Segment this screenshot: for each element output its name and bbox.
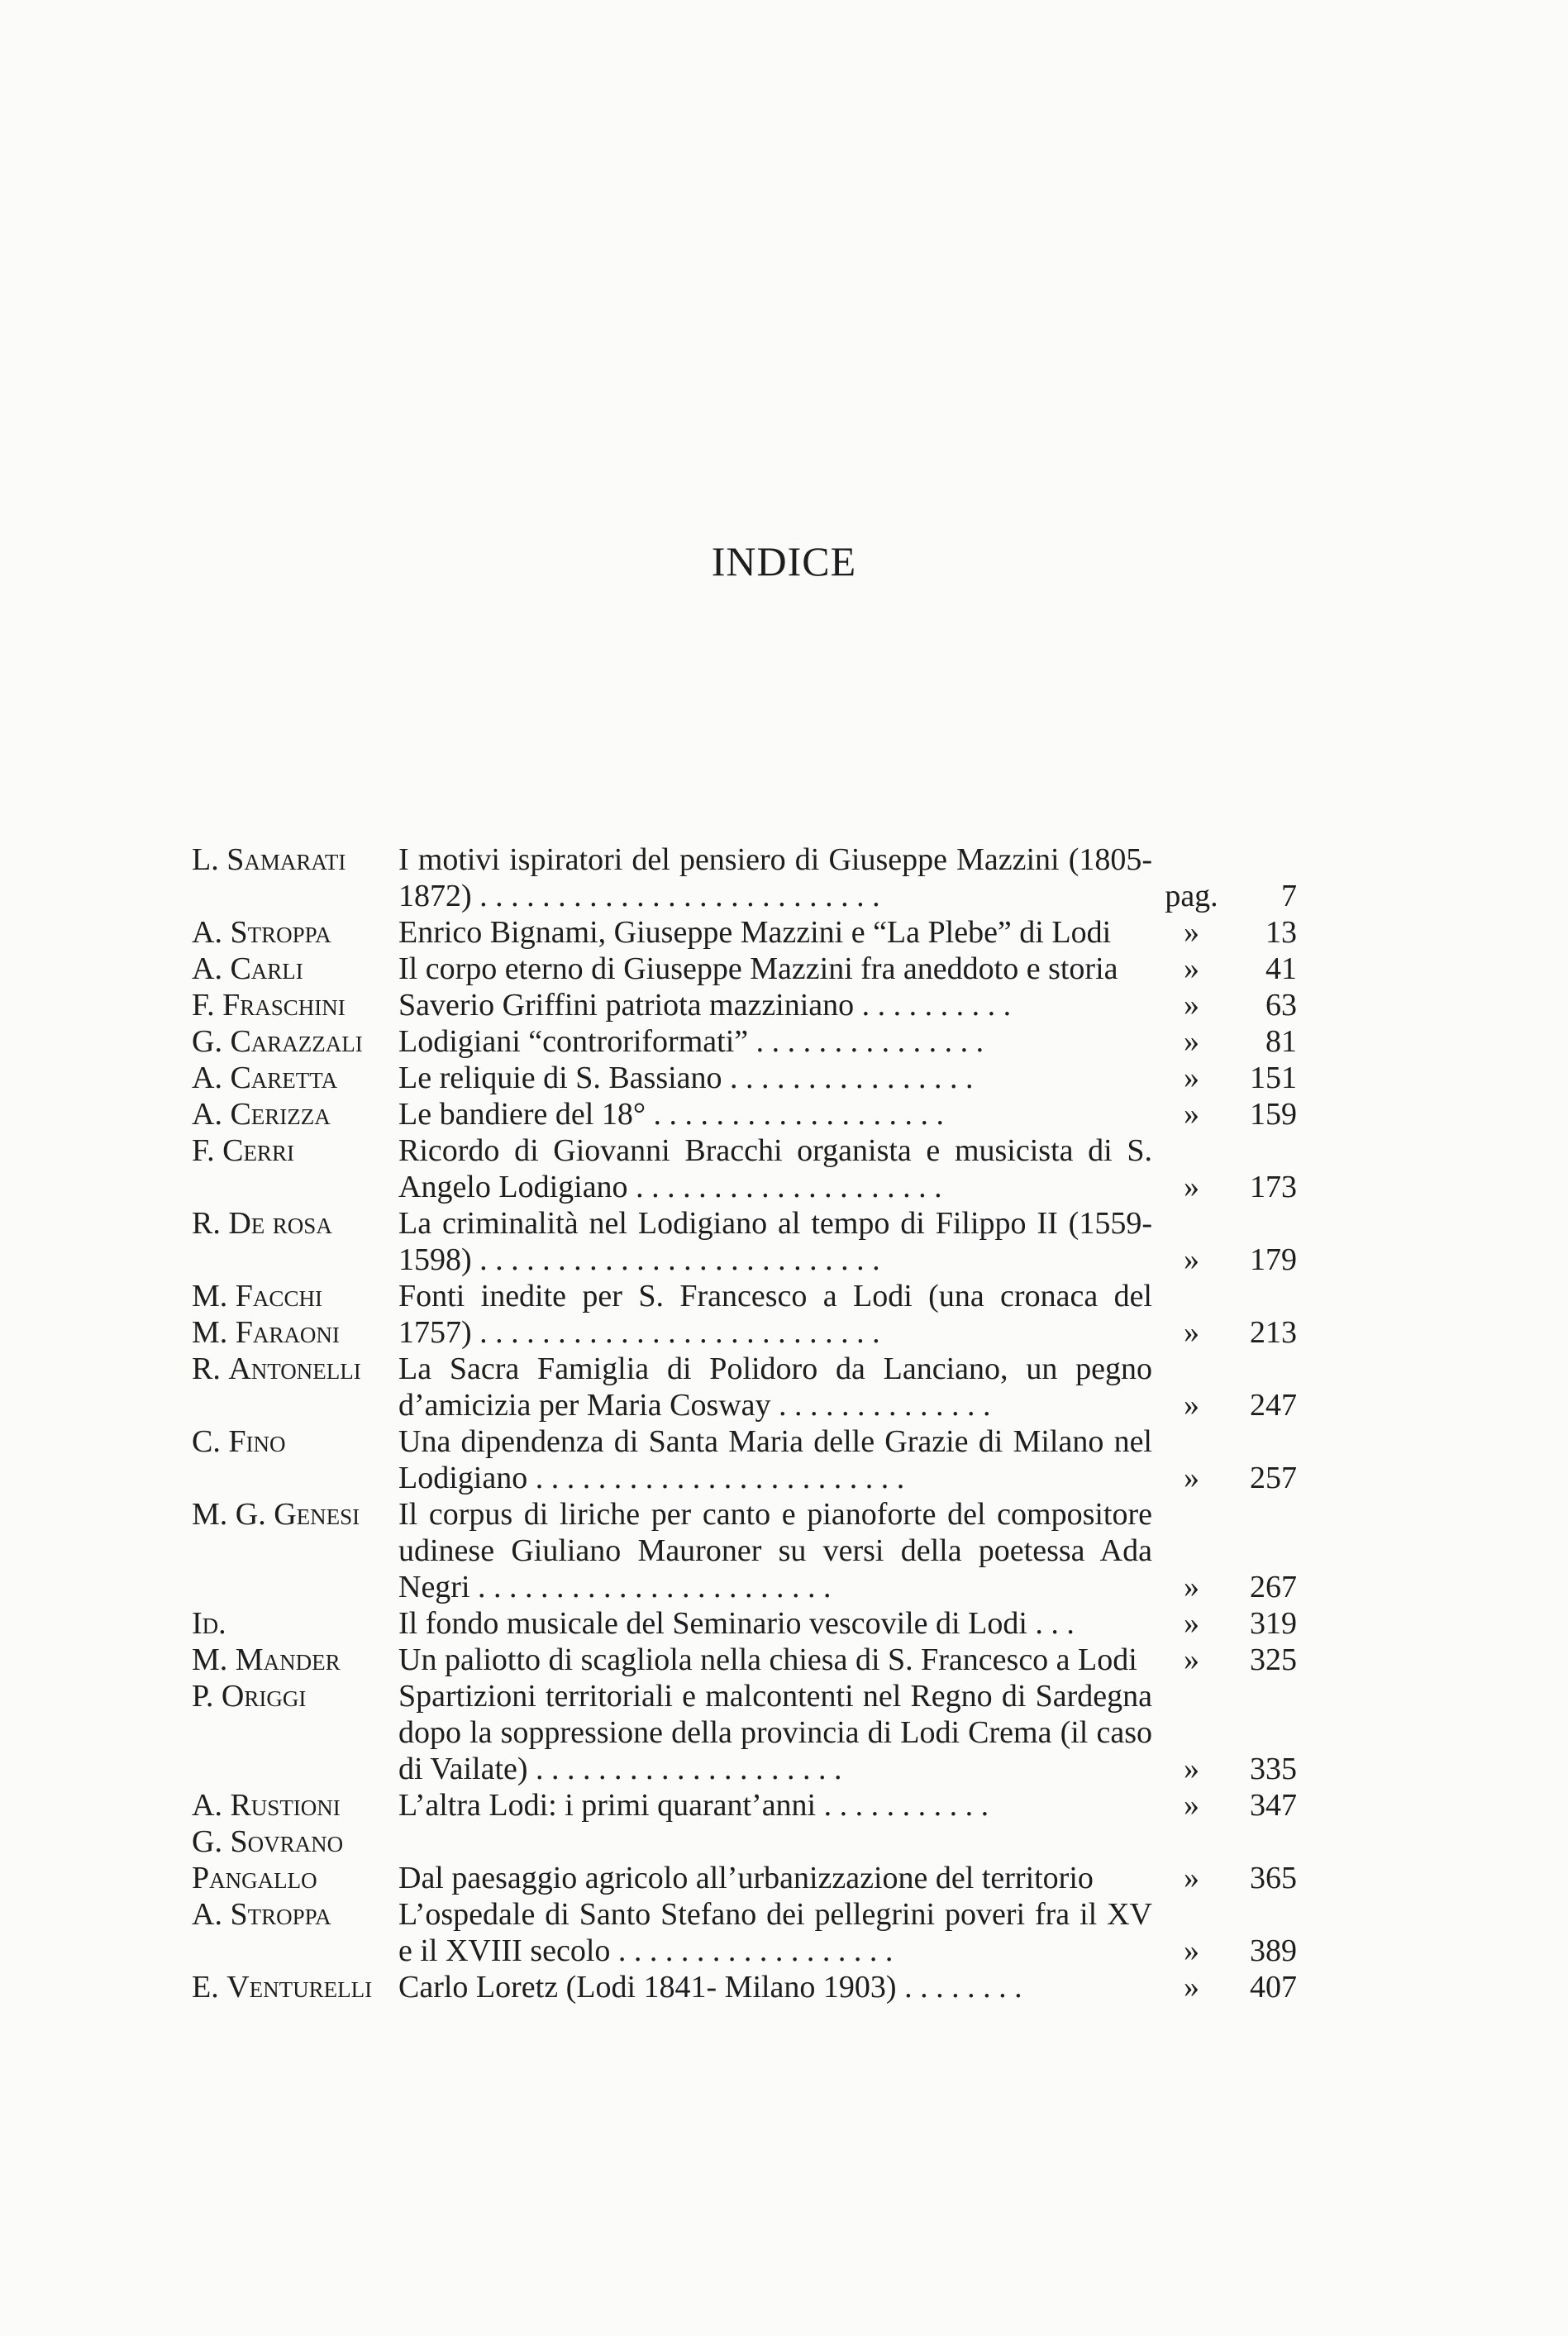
page-marker: »: [1184, 988, 1199, 1023]
author-initial: A.: [192, 1897, 222, 1932]
page-number: 81: [1265, 1024, 1297, 1059]
entry-title: Dal paesaggio agricolo all’urbanizzazione del territorio: [398, 1861, 1094, 1895]
toc-entry: [192, 1605, 1299, 1642]
page-marker: »: [1184, 1933, 1199, 1968]
toc-entry: [192, 1423, 1299, 1496]
page-marker: »: [1184, 1097, 1199, 1132]
toc-entry: [192, 1642, 1299, 1678]
author-initial: G.: [192, 1824, 222, 1859]
toc-entry: [192, 1678, 1299, 1787]
page-number: 213: [1250, 1315, 1297, 1350]
entry-title: Carlo Loretz (Lodi 1841- Milano 1903): [398, 1970, 897, 2005]
author-surname: Venturelli: [226, 1970, 373, 2005]
dot-leader: . . . . . . . . . . . . . . . . . . . . . . . . . .: [471, 879, 880, 913]
page-marker: »: [1184, 1461, 1199, 1495]
toc-entry: [192, 841, 1299, 914]
page-marker: »: [1184, 1242, 1199, 1277]
dot-leader: . . . . . . . . . . . . . . . . . . . . . . . .: [527, 1461, 905, 1495]
page-marker: »: [1184, 915, 1199, 950]
author-surname: Id.: [192, 1606, 226, 1641]
author-initial: R.: [192, 1206, 221, 1241]
dot-leader: . . . . . . . . . . . . . . . . . . . . . . .: [469, 1570, 832, 1604]
dot-leader: . . . . . . . . . . . . . . . . . .: [610, 1933, 894, 1968]
toc-entry: [192, 1787, 1299, 1824]
dot-leader: . . . . . . . . . .: [854, 988, 1012, 1023]
page-marker: »: [1184, 1388, 1199, 1423]
dot-leader: . . . . . . . .: [896, 1970, 1022, 2005]
dot-leader: . . . . . . . . . . . . . . . . . . . . . . . . . .: [471, 1242, 880, 1277]
author-surname: Sovrano: [230, 1824, 344, 1859]
entry-author: [192, 1423, 398, 1460]
author-surname: Faraoni: [235, 1315, 340, 1350]
entry-author: [192, 1787, 398, 1824]
author-initial: L.: [192, 842, 219, 877]
author-surname: Antonelli: [228, 1352, 361, 1386]
author-surname: Genesi: [274, 1497, 360, 1532]
entry-title: Un paliotto di scagliola nella chiesa di S. Francesco a Lodi: [398, 1642, 1137, 1677]
page-marker: »: [1184, 1170, 1199, 1204]
author-surname: Stroppa: [230, 915, 331, 950]
entry-title: Le bandiere del 18°: [398, 1097, 646, 1132]
author-surname: Rustioni: [230, 1788, 341, 1823]
page-marker: »: [1184, 1061, 1199, 1095]
entry-author: [192, 1351, 398, 1387]
entry-author: [192, 1642, 398, 1678]
entry-author: [192, 1096, 398, 1132]
toc-entry: [192, 1896, 1299, 1969]
entry-title: Le reliquie di S. Bassiano: [398, 1061, 722, 1095]
dot-leader: . . . . . . . . . . . . . . . . . . . . . . . . . .: [471, 1315, 880, 1350]
author-initial: A.: [192, 915, 222, 950]
author-surname: Cerizza: [230, 1097, 331, 1132]
author-initial: A.: [192, 1097, 222, 1132]
author-initial: M.: [192, 1642, 228, 1677]
toc-entry: [192, 951, 1299, 987]
entry-author: [192, 1969, 398, 2005]
entry-title: L’ospedale di Santo Stefano dei pellegrini poveri fra il XV e il XVIII secolo: [398, 1897, 1152, 1968]
entry-title: La Sacra Famiglia di Polidoro da Lanciano, un pegno d’amicizia per Maria Cosway: [398, 1352, 1152, 1423]
dot-leader: . . .: [1027, 1606, 1075, 1641]
author-surname: Samarati: [226, 842, 346, 877]
author-surname: Carli: [230, 951, 303, 986]
entry-author: [192, 1896, 398, 1933]
entry-author: [192, 1132, 398, 1169]
page-marker: »: [1184, 1752, 1199, 1786]
author-initial: F.: [192, 988, 215, 1023]
page-marker: »: [1184, 1315, 1199, 1350]
page-number: 151: [1250, 1061, 1297, 1095]
entry-title: Enrico Bignami, Giuseppe Mazzini e “La Plebe” di Lodi: [398, 915, 1112, 950]
page-number: 325: [1250, 1642, 1297, 1677]
toc-entry: [192, 1132, 1299, 1205]
author-surname: Facchi: [235, 1279, 322, 1313]
author-surname: Fino: [228, 1424, 286, 1459]
author-initial: M.: [192, 1279, 228, 1313]
entry-author: [192, 951, 398, 987]
page-number: 173: [1250, 1170, 1297, 1204]
page-marker: »: [1184, 1606, 1199, 1641]
entry-title: Ricordo di Giovanni Bracchi organista e musicista di S. Angelo Lodigiano: [398, 1133, 1152, 1204]
author-surname: Pangallo: [192, 1861, 317, 1895]
page-number: 257: [1250, 1461, 1297, 1495]
dot-leader: . . . . . . . . . . . . . . . .: [722, 1061, 974, 1095]
entry-title: Il corpus di liriche per canto e pianoforte del compositore udinese Giuliano Mauroner su versi della poetessa Ada Negri: [398, 1497, 1152, 1604]
page-marker: »: [1184, 1970, 1199, 2005]
page-number: 247: [1250, 1388, 1297, 1423]
author-initial: M. G.: [192, 1497, 266, 1532]
dot-leader: . . . . . . . . . . .: [816, 1788, 989, 1823]
toc-entry: [192, 1496, 1299, 1605]
toc-entry: [192, 1096, 1299, 1132]
author-initial: F.: [192, 1133, 215, 1168]
entry-title: Spartizioni territoriali e malcontenti nel Regno di Sardegna dopo la soppressione della provincia di Lodi Crema (il caso di Vailate): [398, 1679, 1152, 1786]
page-number: 389: [1250, 1933, 1297, 1968]
page-marker: »: [1184, 1570, 1199, 1604]
entry-author: [192, 1060, 398, 1096]
author-initial: E.: [192, 1970, 219, 2005]
page-number: 179: [1250, 1242, 1297, 1277]
page-marker: pag.: [1165, 879, 1218, 913]
dot-leader: . . . . . . . . . . . . . .: [770, 1388, 991, 1423]
page-title: INDICE: [711, 538, 857, 584]
page-number: 159: [1250, 1097, 1297, 1132]
entry-title: Fonti inedite per S. Francesco a Lodi (una cronaca del 1757): [398, 1279, 1152, 1350]
author-initial: A.: [192, 1061, 222, 1095]
table-of-contents: [192, 841, 1299, 2005]
author-surname: Mander: [235, 1642, 341, 1677]
page-number: 7: [1281, 879, 1297, 913]
page-number: 407: [1250, 1970, 1297, 2005]
author-initial: A.: [192, 1788, 222, 1823]
page-number: 319: [1250, 1606, 1297, 1641]
toc-entry: [192, 1969, 1299, 2005]
entry-title: Il corpo eterno di Giuseppe Mazzini fra aneddoto e storia: [398, 951, 1118, 986]
dot-leader: . . . . . . . . . . . . . . . . . . .: [646, 1097, 945, 1132]
author-initial: M.: [192, 1315, 228, 1350]
toc-entry: [192, 1824, 1299, 1896]
author-surname: Cerri: [222, 1133, 294, 1168]
page-number: 63: [1265, 988, 1297, 1023]
author-surname: Origgi: [221, 1679, 307, 1714]
entry-author: [192, 1605, 398, 1642]
entry-title: I motivi ispiratori del pensiero di Giuseppe Mazzini (1805-1872): [398, 842, 1152, 913]
author-initial: G.: [192, 1024, 222, 1059]
entry-author: [192, 841, 398, 878]
entry-author: [192, 1278, 398, 1351]
entry-author: [192, 1824, 398, 1896]
entry-author: [192, 1023, 398, 1060]
page-number: 347: [1250, 1788, 1297, 1823]
entry-author: [192, 914, 398, 951]
author-surname: De rosa: [228, 1206, 332, 1241]
entry-author: [192, 987, 398, 1023]
author-surname: Carazzali: [230, 1024, 363, 1059]
page-number: 365: [1250, 1861, 1297, 1895]
entry-title: L’altra Lodi: i primi quarant’anni: [398, 1788, 817, 1823]
page-number: 335: [1250, 1752, 1297, 1786]
page-marker: »: [1184, 1788, 1199, 1823]
entry-author: [192, 1678, 398, 1714]
dot-leader: . . . . . . . . . . . . . . .: [748, 1024, 984, 1059]
toc-entry: [192, 1205, 1299, 1278]
page-number: 41: [1265, 951, 1297, 986]
author-initial: C.: [192, 1424, 221, 1459]
toc-entry: [192, 914, 1299, 951]
toc-entry: [192, 1060, 1299, 1096]
entry-title: Lodigiani “controriformati”: [398, 1024, 749, 1059]
toc-entry: [192, 1023, 1299, 1060]
entry-title: La criminalità nel Lodigiano al tempo di Filippo II (1559-1598): [398, 1206, 1152, 1277]
toc-entry: [192, 987, 1299, 1023]
page-number: 13: [1265, 915, 1297, 950]
page-marker: »: [1184, 951, 1199, 986]
author-surname: Fraschini: [222, 988, 346, 1023]
author-surname: Stroppa: [230, 1897, 331, 1932]
page-marker: »: [1184, 1861, 1199, 1895]
author-initial: R.: [192, 1352, 221, 1386]
entry-title: Saverio Griffini patriota mazziniano: [398, 988, 855, 1023]
page-marker: »: [1184, 1024, 1199, 1059]
entry-author: [192, 1205, 398, 1242]
dot-leader: . . . . . . . . . . . . . . . . . . . .: [627, 1170, 942, 1204]
entry-author: [192, 1496, 398, 1533]
toc-entry: [192, 1351, 1299, 1423]
page-number: 267: [1250, 1570, 1297, 1604]
toc-entry: [192, 1278, 1299, 1351]
dot-leader: . . . . . . . . . . . . . . . . . . . .: [527, 1752, 842, 1786]
author-surname: Caretta: [230, 1061, 338, 1095]
page-marker: »: [1184, 1642, 1199, 1677]
entry-title: Una dipendenza di Santa Maria delle Grazie di Milano nel Lodigiano: [398, 1424, 1152, 1495]
author-initial: A.: [192, 951, 222, 986]
entry-title: Il fondo musicale del Seminario vescovile di Lodi: [398, 1606, 1027, 1641]
author-initial: P.: [192, 1679, 214, 1714]
